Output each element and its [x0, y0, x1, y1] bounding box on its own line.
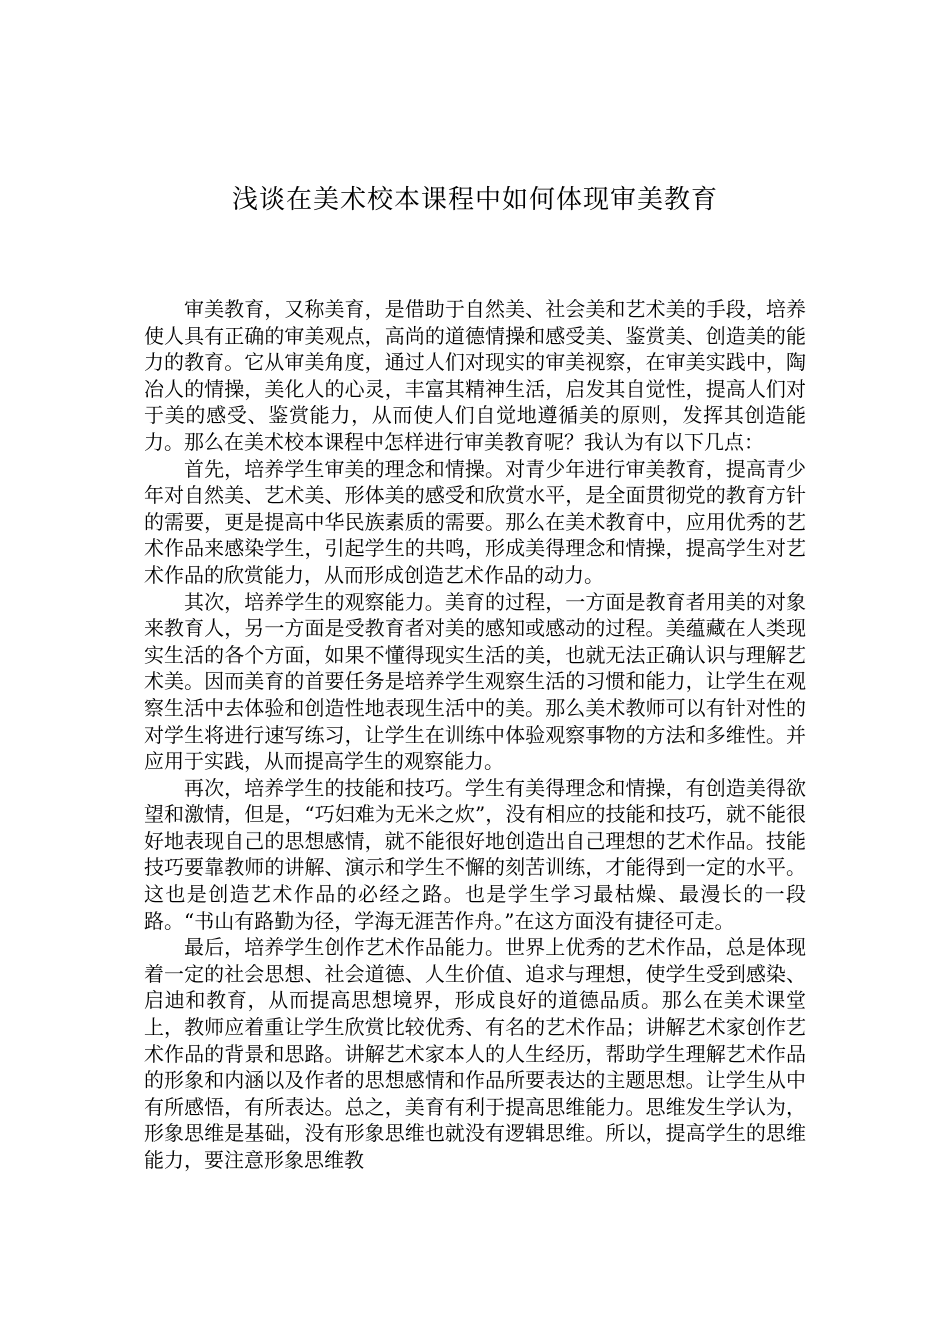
- paragraph-intro: 审美教育，又称美育，是借助于自然美、社会美和艺术美的手段，培养使人具有正确的审美观点，高尚的道德情操和感受美、鉴赏美、创造美的能力的教育。它从审美角度，通过人们对现实的审美视察，在审美实践中，陶冶人的情操，美化人的心灵，丰富其精神生活，启发其自觉性，提高人们对于美的感受、鉴赏能力，从而使人们自觉地遵循美的原则，发挥其创造能力。那么在美术校本课程中怎样进行审美教育呢？我认为有以下几点：: [144, 297, 806, 454]
- paragraph-fourth-point: 最后，培养学生创作艺术作品能力。世界上优秀的艺术作品，总是体现着一定的社会思想、社会道德、人生价值、追求与理想，使学生受到感染、启迪和教育，从而提高思想境界，形成良好的道德品质。那么在美术课堂上，教师应着重让学生欣赏比较优秀、有名的艺术作品；讲解艺术家创作艺术作品的背景和思路。讲解艺术家本人的人生经历，帮助学生理解艺术作品的形象和内涵以及作者的思想感情和作品所要表达的主题思想。让学生从中有所感悟，有所表达。总之，美育有利于提高思维能力。思维发生学认为，形象思维是基础，没有形象思维也就没有逻辑思维。所以，提高学生的思维能力，要注意形象思维教: [144, 935, 806, 1172]
- paragraph-second-point: 其次，培养学生的观察能力。美育的过程，一方面是教育者用美的对象来教育人，另一方面是受教育者对美的感知或感动的过程。美蕴藏在人类现实生活的各个方面，如果不懂得现实生活的美，也就无法正确认识与理解艺术美。因而美育的首要任务是培养学生观察生活的习惯和能力，让学生在观察生活中去体验和创造性地表现生活中的美。那么美术教师可以有针对性的对学生将进行速写练习，让学生在训练中体验观察事物的方法和多维性。并应用于实践，从而提高学生的观察能力。: [144, 589, 806, 774]
- document-title: 浅谈在美术校本课程中如何体现审美教育: [231, 185, 718, 215]
- document-body: [144, 296, 806, 1174]
- paragraph-first-point: 首先，培养学生审美的理念和情操。对青少年进行审美教育，提高青少年对自然美、艺术美、形体美的感受和欣赏水平，是全面贯彻党的教育方针的需要，更是提高中华民族素质的需要。那么在美术教育中，应用优秀的艺术作品来感染学生，引起学生的共鸣，形成美得理念和情操，提高学生对艺术作品的欣赏能力，从而形成创造艺术作品的动力。: [144, 456, 806, 587]
- paragraph-third-point: 再次，培养学生的技能和技巧。学生有美得理念和情操，有创造美得欲望和激情，但是，“巧妇难为无米之炊”，没有相应的技能和技巧，就不能很好地表现自己的思想感情，就不能很好地创造出自己理想的艺术作品。技能技巧要靠教师的讲解、演示和学生不懈的刻苦训练，才能得到一定的水平。这也是创造艺术作品的必经之路。也是学生学习最枯燥、最漫长的一段路。“书山有路勤为径，学海无涯苦作舟。”在这方面没有捷径可走。: [144, 775, 806, 933]
